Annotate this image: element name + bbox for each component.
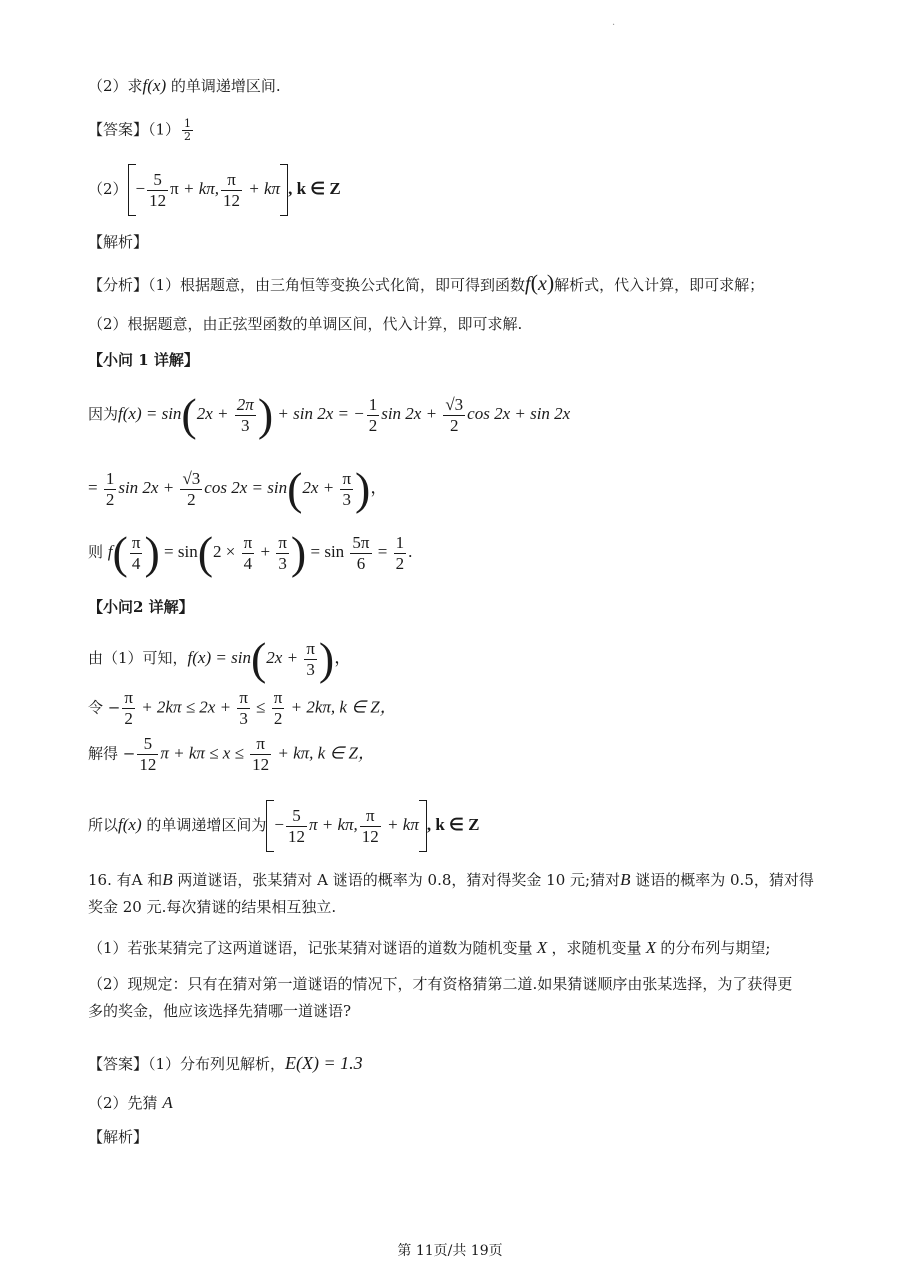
step-2-frac2-den: 2 [187,489,196,509]
step-3-frac3-num: π [278,532,287,552]
step-7-prefix: 所以 [88,815,119,834]
q15-part2 [88,76,281,96]
answer-2-pi: π [170,178,179,198]
step-5-frac1 [122,688,135,729]
step-7-tail: , k ∈ Z [426,814,480,834]
step-4-frac [304,639,317,680]
step-5 [88,688,397,729]
q15-part2-func: f(x) [142,76,167,95]
step-7 [88,800,479,852]
step-2-frac1 [104,469,117,510]
answer-1-num: 1 [184,117,192,130]
step-7-kpi: + kπ [382,814,419,834]
analysis16-heading: 【解析】 [88,1128,149,1146]
step-3-mid3: = [373,541,392,561]
step-4-rparen: ) [318,633,335,684]
q16-part-2-line-1: （2）现规定：只有在猜对第一道谜语的情况下，才有资格猜第二道.如果猜谜顺序由张某选择，为了获得更 [88,975,793,993]
step-3 [88,527,413,578]
step-5-frac3-num: π [273,688,283,707]
answer-1-den: 2 [184,130,192,143]
step-3-mid: = sin [159,541,198,561]
answer16-2 [88,1093,173,1113]
q16-part-2-line-2: 多的奖金，他应该选择先猜哪一道谜语? [88,1002,352,1020]
step-6-frac2-num: π [250,734,271,755]
step-6-frac1-den: 12 [139,755,157,774]
step-1-mid2: sin 2x + [381,403,442,423]
step-5-mid2: ≤ [251,697,270,717]
step-5-frac3 [272,688,285,729]
step-2-inner: 2x + [302,477,339,497]
step-7-right-bracket [419,800,427,852]
answer-2-frac1-num: 5 [147,170,168,191]
step-4-frac-num: π [306,638,315,658]
answer-2-kpi1: + kπ, [178,178,220,198]
step-1-tail: cos 2x + sin 2x [467,403,571,423]
step-4-fx: f(x) = sin [187,647,251,667]
step-3-prefix: 则 [88,542,108,561]
analysis-heading: 【解析】 [88,233,149,251]
step-6-prefix: 解得 − [88,744,136,763]
step-5-frac1-den: 2 [124,709,133,728]
q16-B: B [162,870,173,889]
step-1-lparen: ( [181,389,197,440]
step-1-frac3-num: √3 [445,394,464,414]
answer-2-frac1 [147,170,168,211]
step-1-frac2 [367,395,380,436]
answer-2-kpi2: + kπ [244,178,281,198]
step-2-eq: = [88,477,102,497]
sub1-heading: 【小问 1 详解】 [88,351,199,369]
step-2-frac1-den: 2 [105,489,115,509]
step-3-rparen: ) [144,527,160,578]
step-3-frac3 [276,533,289,574]
step-6-frac1-num: 5 [137,734,158,755]
analysis-line-2: （2）根据题意，由正弦型函数的单调区间，代入计算，即可求解. [88,315,523,333]
step-1-frac2-den: 2 [368,415,378,435]
step-3-lparen: ( [112,527,128,578]
step-3-frac2-num: π [243,532,253,552]
step-3-mid2: = sin [306,541,349,561]
step-3-frac1-den: 4 [131,553,141,573]
step-2-lparen: ( [287,463,303,514]
step-2-frac3-num: π [342,468,352,488]
step-2-mid: sin 2x + [118,477,179,497]
q16-B2: B [620,870,631,889]
step-3-f: f [107,541,113,561]
q15-part2-prefix: （2）求 [88,77,143,95]
q16-line-1-prefix: 16. 有A 和 [88,871,163,889]
step-7-mid: 的单调递增区间为 [141,815,267,834]
step-4 [88,633,352,684]
step-7-frac1-den: 12 [287,826,305,846]
step-7-frac1-num: 5 [286,806,307,827]
step-3-frac1 [130,533,143,574]
step-1-frac3 [443,395,465,436]
step-3-frac2 [242,533,255,574]
step-1 [88,389,571,440]
q16-part-1-mid: ，求随机变量 [551,939,642,957]
analysis-line-1-suffix: 解析式，代入计算，即可求解； [554,276,765,294]
page-footer: 第 11页/共 19页 [397,1243,503,1259]
step-4-tail: ， [334,647,352,667]
step-5-prefix: 令 − [88,698,121,717]
step-2-mid2: cos 2x = sin [204,477,288,497]
answer-2-frac2-den: 12 [223,190,241,210]
step-6-tail: + kπ, k ∈ Z， [273,743,375,763]
q16-part-1-suffix: 的分布列与期望; [660,939,771,957]
step-6-mid: π + kπ ≤ x ≤ [160,743,249,763]
step-7-frac2-den: 12 [361,826,379,846]
step-1-rparen: ) [257,389,274,440]
step-1-prefix: 因为 [88,404,119,423]
analysis-line-1-prefix: 【分析】（1）根据题意，由三角恒等变换公式化简，即可得到函数 [88,276,526,294]
analysis-line-1: 【分析】（1）根据题意，由三角恒等变换公式化简，即可得到函数f(x)解析式，代入计算，即可求解； [88,270,765,295]
step-1-frac1-num: 2π [236,394,254,414]
step-3-tail: . [408,541,413,561]
step-2-frac1-num: 1 [105,468,115,488]
step-3-frac1-num: π [131,532,141,552]
step-1-mid: + sin 2x = − [273,403,365,423]
answer16-1-expr: E(X) = 1.3 [285,1053,363,1073]
step-3-frac5-num: 1 [395,532,405,552]
step-6-frac1 [137,734,158,775]
q16-line-1-text2: 谜语的概率为 0.5，猜对得 [630,871,814,889]
step-7-func: f(x) [118,814,142,834]
q16-part-1-prefix: （1）若张某猜完了这两道谜语，记张某猜对谜语的道数为随机变量 [88,939,533,957]
step-6-frac2 [250,734,271,775]
answer-2 [88,164,341,216]
answer-2-tail: , k ∈ Z [288,178,341,198]
step-5-frac2-num: π [239,688,248,707]
step-2-frac2-num: √3 [182,468,201,488]
step-1-frac1 [235,395,256,436]
step-7-frac1 [286,806,307,847]
answer-2-frac2 [221,170,242,211]
step-1-inner: 2x + [196,403,233,423]
step-4-frac-den: 3 [306,659,315,679]
step-1-frac2-num: 1 [368,394,378,414]
step-3-frac3-den: 3 [278,553,287,573]
left-bracket [128,164,136,216]
step-3-inner: 2 × [213,541,240,561]
step-1-frac3-den: 2 [449,415,459,435]
step-2-frac2 [180,469,202,510]
answer-2-label: （2） [88,179,128,198]
answer-2-frac2-num: π [221,170,242,191]
analysis-f: f [525,273,531,295]
answer-2-frac1-den: 12 [149,190,167,210]
step-6-frac2-den: 12 [252,755,270,774]
step-5-tail: + 2kπ, k ∈ Z， [286,697,397,717]
step-3-lparen2: ( [197,527,214,578]
q16-part-1-X: X [532,938,552,957]
step-5-mid: + 2kπ ≤ 2x + [136,697,236,717]
answer16-1 [88,1053,363,1074]
step-2 [88,463,388,514]
step-3-frac5 [394,533,407,574]
answer-1-label: 【答案】（1） [88,120,181,139]
q16-line-1 [88,870,814,890]
step-5-frac2-den: 3 [239,709,248,728]
header-mark: · [612,20,616,31]
answer16-1-label: 【答案】（1）分布列见解析， [88,1055,286,1073]
q16-line-1-text: 两道谜语，张某猜对 A 谜语的概率为 0.8，猜对得奖金 10 元;猜对 [172,871,621,889]
q16-part-1-X2: X [641,938,661,957]
step-4-inner: 2x + [266,647,303,667]
step-3-rparen2: ) [290,527,307,578]
step-3-plus: + [256,541,275,561]
q16-line-2: 奖金 20 元.每次猜谜的结果相互独立. [88,898,337,916]
step-3-frac4-num: 5π [352,532,370,552]
step-5-frac2 [237,688,250,729]
step-2-tail: ， [370,477,388,497]
step-7-pi-kpi: π + kπ, [308,814,358,834]
answer16-2-label: （2）先猜 [88,1094,163,1112]
step-3-frac4 [350,533,371,574]
sub2-heading: 【小问2 详解】 [88,598,194,616]
step-2-rparen: ) [355,463,371,514]
step-7-frac2 [360,806,381,847]
step-6 [88,734,375,775]
right-bracket [280,164,288,216]
step-1-fx: f(x) = sin [118,403,182,423]
step-7-minus: − [274,814,284,834]
step-4-lparen: ( [250,633,267,684]
answer-1 [88,118,195,143]
step-4-prefix: 由（1）可知， [88,648,188,667]
answer-2-minus: − [135,178,146,198]
analysis-x: x [537,273,547,295]
step-7-frac2-num: π [360,806,381,827]
q16-part-1 [88,938,770,958]
step-3-frac2-den: 4 [243,553,253,573]
step-5-frac3-den: 2 [273,709,283,728]
answer-1-fraction [182,118,193,143]
step-2-frac3-den: 3 [342,489,351,509]
answer16-2-A: A [162,1093,173,1112]
step-3-frac4-den: 6 [356,553,366,573]
step-2-frac3 [340,469,353,510]
step-5-frac1-num: π [124,688,133,707]
step-1-frac1-den: 3 [241,415,250,435]
step-3-frac5-den: 2 [395,553,405,573]
q15-part2-suffix: 的单调递增区间. [166,77,281,95]
